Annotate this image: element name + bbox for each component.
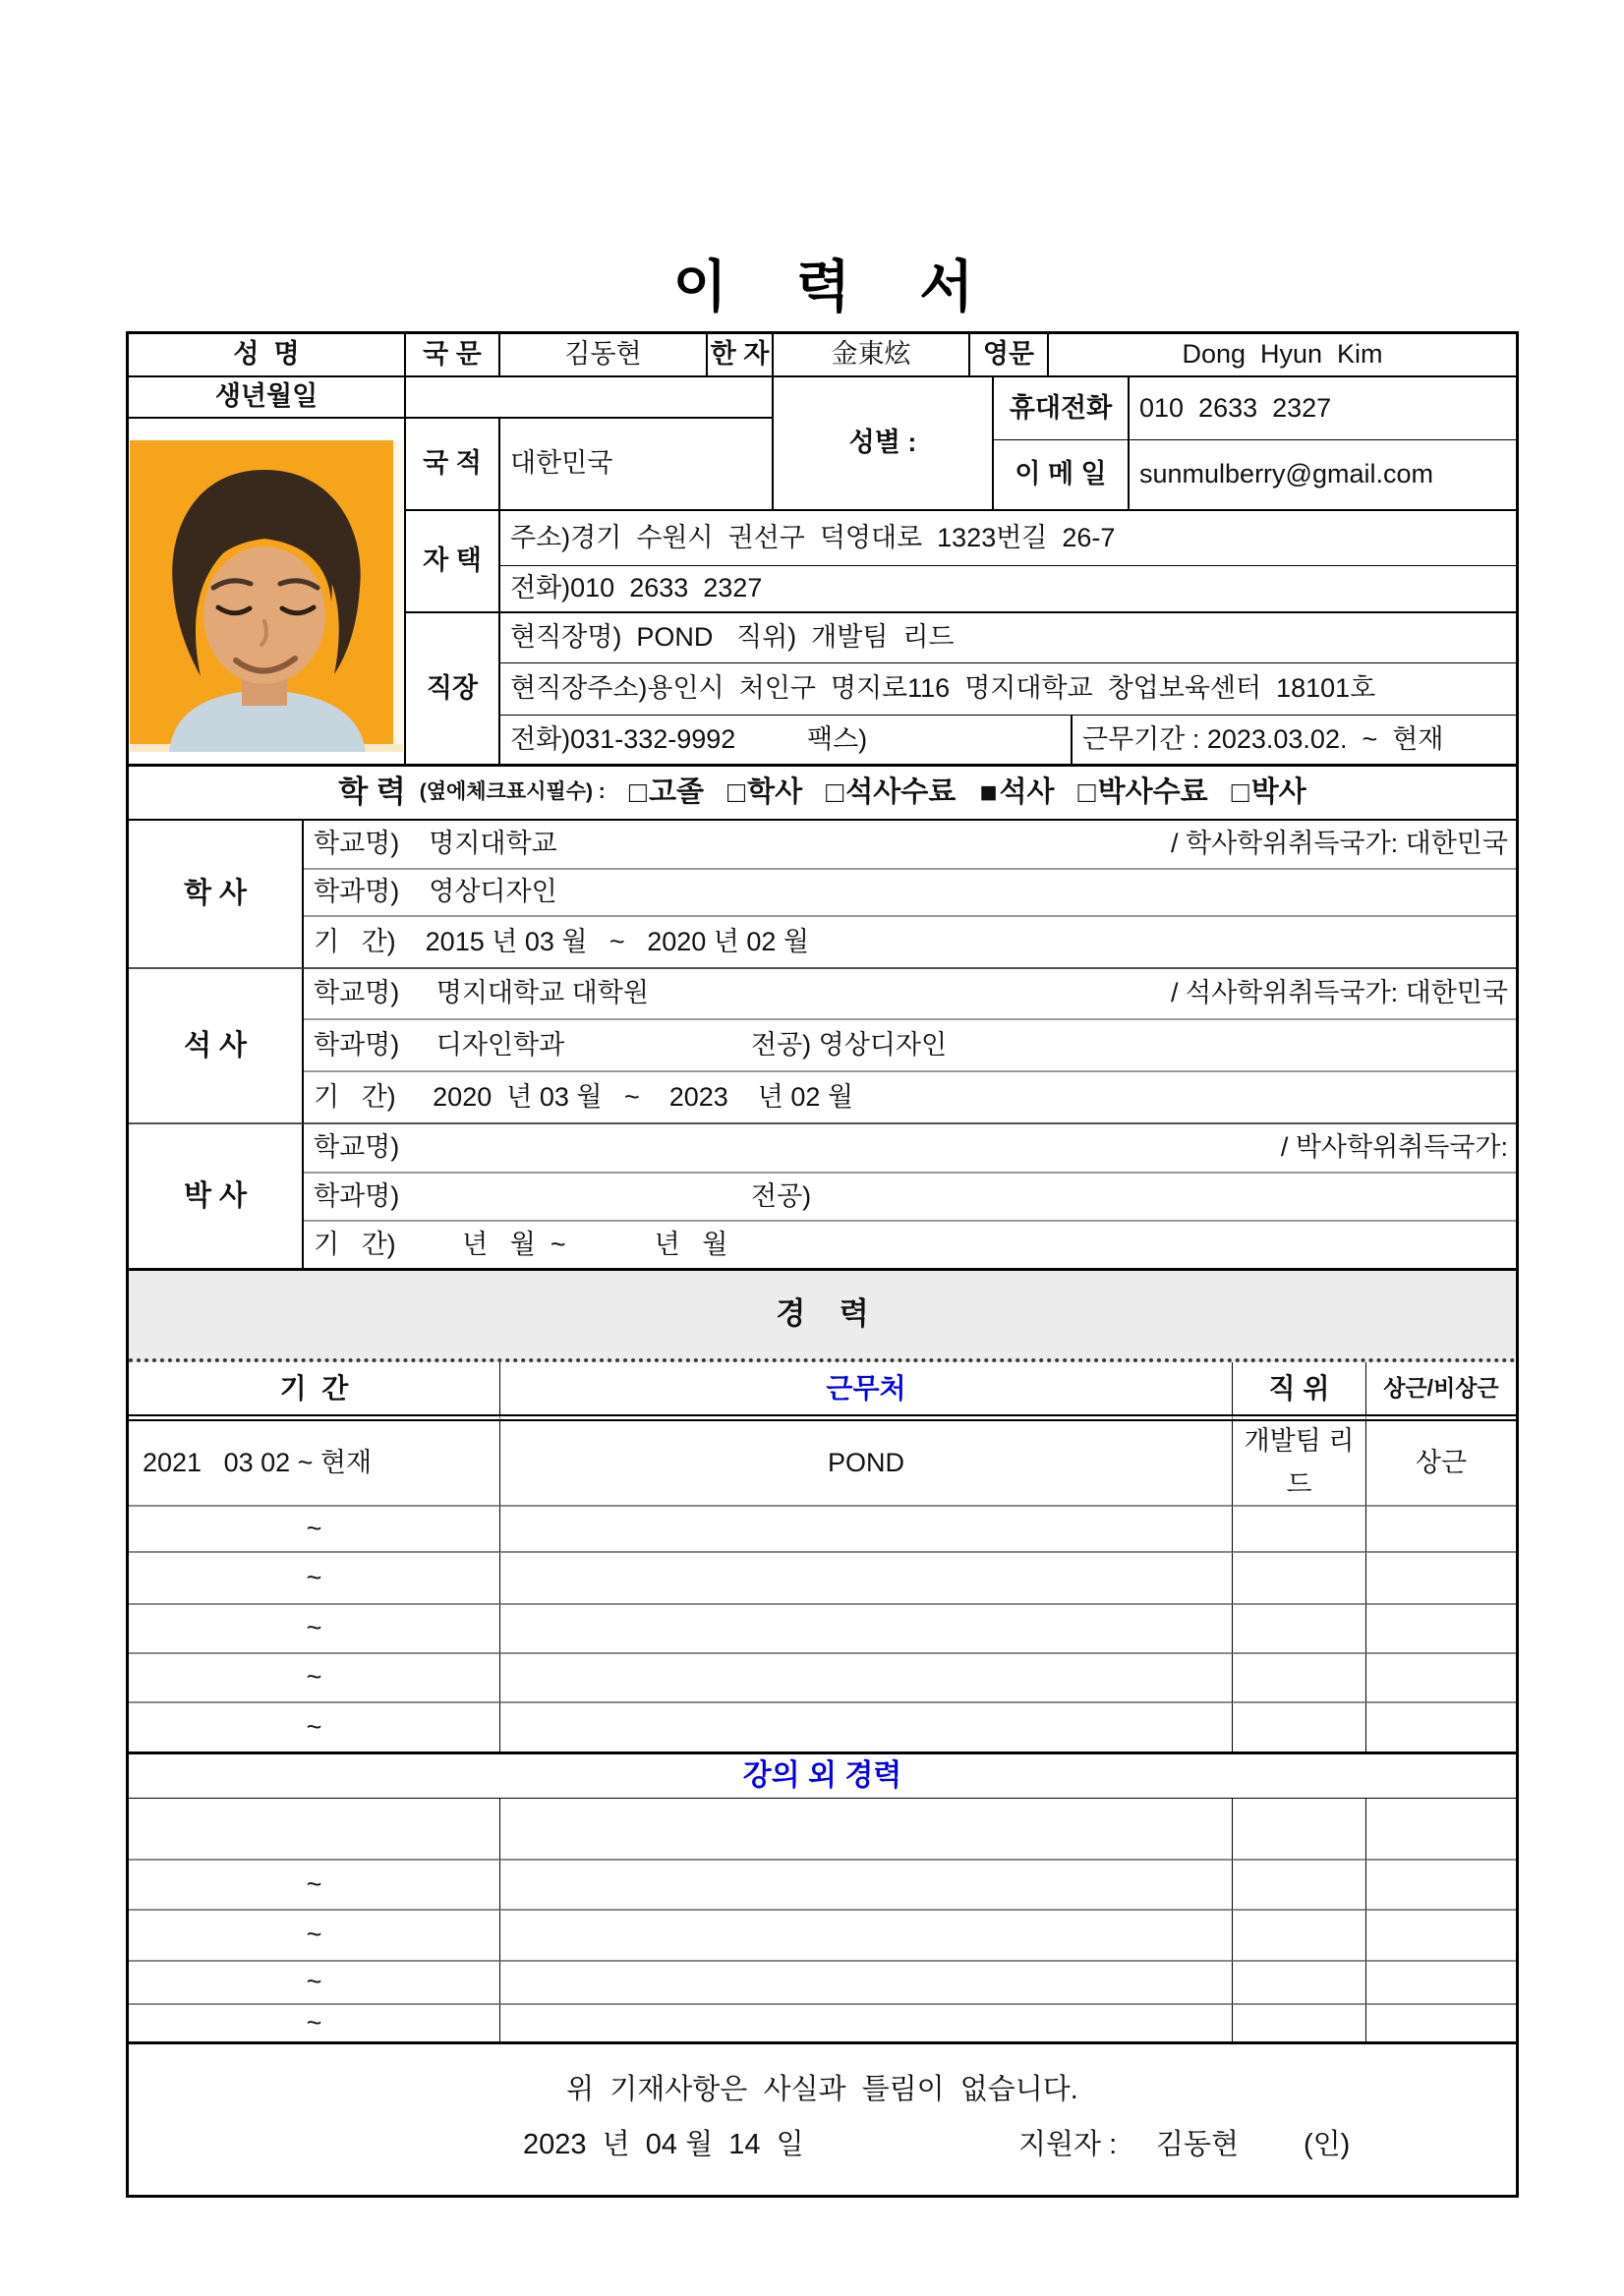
bachelor-school-row	[304, 821, 1516, 870]
career-header-period: 기 간	[129, 1362, 500, 1421]
bachelor-major-row	[304, 870, 1516, 917]
career-row-position	[1233, 1703, 1366, 1754]
home-label: 자 택	[406, 511, 500, 613]
bachelor-school: 학교명) 명지대학교	[314, 829, 557, 859]
career-row-company	[500, 1605, 1233, 1654]
extra-career-row-type	[1366, 1861, 1516, 1911]
career-row-type	[1366, 1553, 1516, 1605]
workplace-fax: 팩스)	[807, 723, 868, 754]
education-option-bachelor: □ 학사	[727, 775, 802, 812]
hanja-name-value: 金東炫	[774, 334, 970, 377]
workplace-address: 현직장주소)용인시 처인구 명지로116 명지대학교 창업보육센터 18101호	[500, 663, 1516, 716]
korean-name-label: 국 문	[406, 334, 500, 377]
career-row-type	[1366, 1605, 1516, 1654]
phd-major-row	[304, 1174, 1516, 1222]
extra-career-row-period: ~	[129, 2005, 500, 2044]
bachelor-country: / 학사학위취득국가: 대한민국	[1171, 829, 1508, 859]
extra-career-row-type	[1366, 1799, 1516, 1861]
phd-major2: 전공)	[751, 1180, 812, 1211]
phd-period: 기 간) 년 월 ~ 년 월	[304, 1222, 1516, 1271]
career-row-position	[1233, 1553, 1366, 1605]
master-major2: 전공) 영상디자인	[751, 1029, 948, 1060]
footer-statement: 위 기재사항은 사실과 틀림이 없습니다.	[566, 2074, 1078, 2105]
career-row-period: ~	[129, 1654, 500, 1703]
footer-date: 2023 년 04 월 14 일	[523, 2129, 804, 2160]
applicant-photo	[130, 440, 403, 752]
extra-career-row-position	[1233, 1799, 1366, 1861]
english-name-label: 영문	[970, 334, 1049, 377]
bachelor-major: 학과명) 영상디자인	[314, 877, 557, 907]
hanja-name-label: 한 자	[708, 334, 774, 377]
career-header-type: 상근/비상근	[1366, 1362, 1516, 1421]
education-note: (옆에체크표시필수) :	[419, 780, 606, 804]
workplace-name: 현직장명) POND	[510, 622, 714, 653]
career-row-company	[500, 1654, 1233, 1703]
career-row-period: ~	[129, 1553, 500, 1605]
workplace-name-row	[500, 613, 1516, 663]
education-option-phd-completion: □ 박사수료	[1077, 775, 1207, 812]
phd-school: 학교명)	[314, 1132, 400, 1163]
career-row-period: 2021 03 02 ~ 현재	[129, 1421, 500, 1507]
applicant-label: 지원자 :	[1018, 2129, 1118, 2160]
career-row-period: ~	[129, 1605, 500, 1654]
photo-cell	[129, 419, 406, 767]
mobile-value: 010 2633 2327	[1130, 377, 1516, 440]
education-option-gojol: □ 고졸	[629, 775, 704, 812]
email-label: 이 메 일	[994, 440, 1130, 511]
master-major-row	[304, 1020, 1516, 1072]
career-row-company	[500, 1703, 1233, 1754]
checkbox-empty-icon: □	[1077, 775, 1096, 809]
home-phone: 전화)010 2633 2327	[500, 566, 1516, 613]
career-row-position	[1233, 1605, 1366, 1654]
workplace-period: 근무기간 : 2023.03.02. ~ 현재	[1073, 716, 1516, 767]
extra-career-title: 강의 외 경력	[129, 1754, 1516, 1799]
career-row-period: ~	[129, 1703, 500, 1754]
extra-career-row-company	[500, 1962, 1233, 2005]
career-row-company	[500, 1507, 1233, 1553]
extra-career-row-company	[500, 1911, 1233, 1962]
footer-block	[129, 2044, 1516, 2195]
birthdate-value	[406, 377, 774, 419]
gender-cell: 성별 :	[774, 377, 994, 511]
applicant-name: 김동현	[1156, 2129, 1240, 2160]
career-row-type: 상근	[1366, 1421, 1516, 1507]
master-country: / 석사학위취득국가: 대한민국	[1171, 978, 1508, 1008]
master-major: 학과명) 디자인학과	[314, 1029, 565, 1060]
education-option-master: ■ 석사	[979, 775, 1054, 812]
resume-table	[126, 331, 1519, 2198]
career-row-position	[1233, 1507, 1366, 1553]
extra-career-row-period: ~	[129, 1911, 500, 1962]
career-section-title: 경 력	[129, 1271, 1516, 1362]
extra-career-row-type	[1366, 1962, 1516, 2005]
mobile-label: 휴대전화	[994, 377, 1130, 440]
phd-country: / 박사학위취득국가:	[1280, 1132, 1508, 1163]
extra-career-row-type	[1366, 2005, 1516, 2044]
name-label: 성 명	[129, 334, 406, 377]
phd-degree-label: 박 사	[129, 1124, 304, 1271]
extra-career-row-position	[1233, 2005, 1366, 2044]
seal-mark: (인)	[1304, 2129, 1351, 2160]
education-option-master-completion: □ 석사수료	[826, 775, 956, 812]
career-row-type	[1366, 1507, 1516, 1553]
extra-career-row-position	[1233, 1911, 1366, 1962]
career-row-position: 개발팀 리드	[1233, 1421, 1366, 1507]
career-row-position	[1233, 1654, 1366, 1703]
career-row-period: ~	[129, 1507, 500, 1553]
master-school-row	[304, 969, 1516, 1020]
education-label: 학 력	[338, 775, 406, 810]
workplace-position: 직위) 개발팀 리드	[736, 622, 955, 653]
extra-career-row-company	[500, 1799, 1233, 1861]
birthdate-label: 생년월일	[129, 377, 406, 419]
nationality-value: 대한민국	[500, 419, 774, 511]
checkbox-filled-icon: ■	[979, 775, 998, 809]
checkbox-empty-icon: □	[726, 775, 746, 809]
checkbox-empty-icon: □	[826, 775, 844, 809]
extra-career-row-type	[1366, 1911, 1516, 1962]
extra-career-row-period	[129, 1799, 500, 1861]
master-degree-label: 석 사	[129, 969, 304, 1124]
career-header-company: 근무처	[500, 1362, 1233, 1421]
extra-career-row-company	[500, 2005, 1233, 2044]
career-row-type	[1366, 1654, 1516, 1703]
master-school: 학교명) 명지대학교 대학원	[314, 978, 649, 1008]
career-header-position: 직 위	[1233, 1362, 1366, 1421]
extra-career-row-position	[1233, 1861, 1366, 1911]
workplace-label: 직장	[406, 613, 500, 767]
extra-career-row-period: ~	[129, 1962, 500, 2005]
korean-name-value: 김동현	[500, 334, 708, 377]
extra-career-row-position	[1233, 1962, 1366, 2005]
bachelor-period: 기 간) 2015 년 03 월 ~ 2020 년 02 월	[304, 917, 1516, 969]
bachelor-degree-label: 학 사	[129, 821, 304, 969]
extra-career-row-period: ~	[129, 1861, 500, 1911]
phd-major: 학과명)	[314, 1180, 400, 1211]
education-check-row	[129, 767, 1516, 821]
career-row-company: POND	[500, 1421, 1233, 1507]
workplace-phone: 전화)031-332-9992	[510, 723, 736, 754]
master-period: 기 간) 2020 년 03 월 ~ 2023 년 02 월	[304, 1072, 1516, 1124]
career-row-type	[1366, 1703, 1516, 1754]
english-name-value: Dong Hyun Kim	[1049, 334, 1516, 377]
workplace-phone-row	[500, 716, 1073, 767]
nationality-label: 국 적	[406, 419, 500, 511]
page-title: 이 력 서	[672, 257, 1002, 318]
checkbox-empty-icon: □	[628, 775, 647, 809]
phd-school-row	[304, 1124, 1516, 1174]
checkbox-empty-icon: □	[1231, 775, 1249, 809]
career-row-company	[500, 1553, 1233, 1605]
extra-career-row-company	[500, 1861, 1233, 1911]
email-value: sunmulberry@gmail.com	[1130, 440, 1516, 511]
home-address: 주소)경기 수원시 권선구 덕영대로 1323번길 26-7	[500, 511, 1516, 566]
education-option-phd: □ 박사	[1232, 775, 1306, 812]
